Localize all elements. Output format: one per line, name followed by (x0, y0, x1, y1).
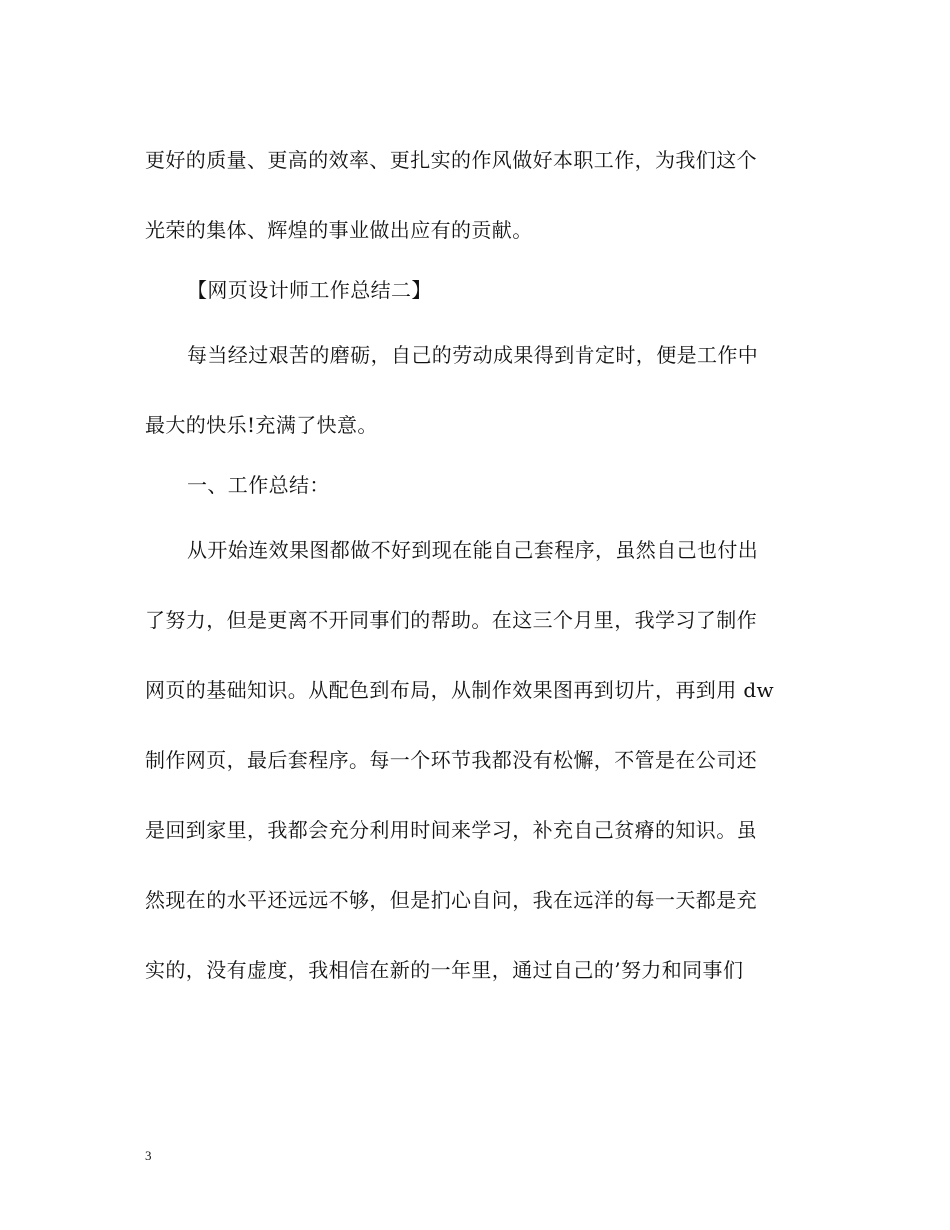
body-line-4: 最大的快乐!充满了快意。 (145, 413, 378, 437)
body-line-7: 网页的基础知识。从配色到布局，从制作效果图再到切片，再到用 dw (145, 678, 775, 702)
page-number: 3 (145, 1148, 152, 1163)
body-line-5: 从开始连效果图都做不好到现在能自己套程序，虽然自己也付出 (187, 538, 759, 562)
body-line-10: 然现在的水平还远远不够，但是扪心自问，我在远洋的每一天都是充 (145, 888, 757, 912)
body-line-1: 更好的质量、更高的效率、更扎实的作风做好本职工作，为我们这个 (145, 148, 757, 172)
body-line-3: 每当经过艰苦的磨砺，自己的劳动成果得到肯定时，便是工作中 (187, 343, 759, 367)
body-line-8: 制作网页，最后套程序。每一个环节我都没有松懈，不管是在公司还 (145, 748, 757, 772)
body-line-6: 了努力，但是更离不开同事们的帮助。在这三个月里，我学习了制作 (145, 608, 757, 632)
body-line-2: 光荣的集体、辉煌的事业做出应有的贡献。 (145, 218, 533, 242)
body-line-11: 实的，没有虚度，我相信在新的一年里，通过自己的’努力和同事们 (145, 958, 744, 982)
section-heading: 【网页设计师工作总结二】 (187, 278, 432, 302)
subheading-work-summary: 一、工作总结： (187, 473, 330, 497)
body-line-9: 是回到家里，我都会充分利用时间来学习，补充自己贫瘠的知识。虽 (145, 818, 757, 842)
